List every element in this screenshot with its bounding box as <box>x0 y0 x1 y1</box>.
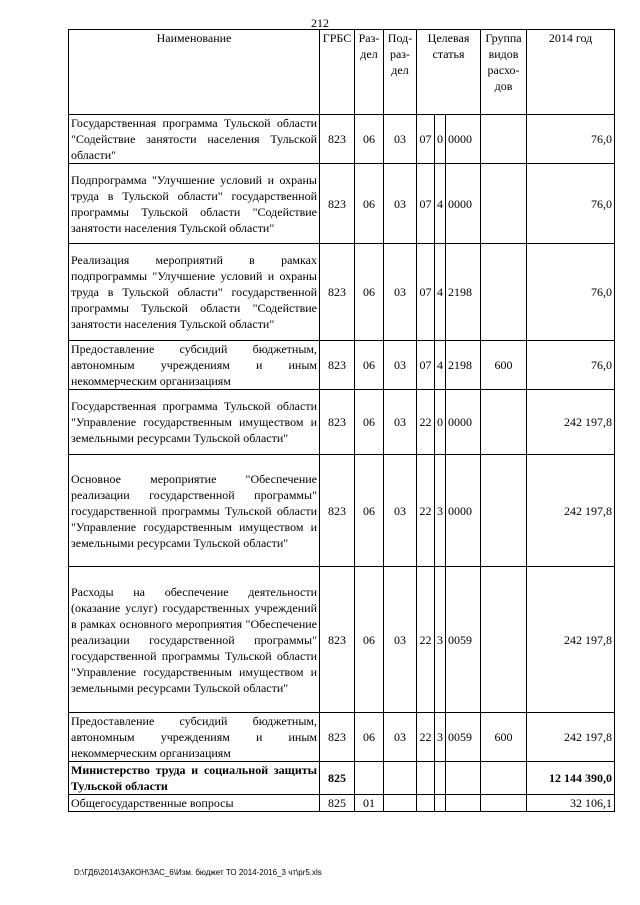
row-podrazdel: 03 <box>384 341 417 390</box>
row-podrazdel: 03 <box>384 567 417 713</box>
row-razdel: 06 <box>355 341 384 390</box>
footer-file-path: D:\ГД6\2014\ЗАКОН\ЗАС_6\Изм. бюджет ТО 2014-2016_3 чт\pr5.xls <box>74 868 322 877</box>
row-name: Общегосударственные вопросы <box>69 795 320 812</box>
row-amount: 242 197,8 <box>527 567 615 713</box>
row-razdel: 01 <box>355 795 384 812</box>
table-row <box>69 390 615 455</box>
row-expense-group <box>481 455 527 567</box>
header-row <box>69 30 615 115</box>
row-expense-group <box>481 115 527 164</box>
row-podrazdel: 03 <box>384 115 417 164</box>
row-expense-group <box>481 762 527 795</box>
row-target-subprogram: 0 <box>435 390 446 455</box>
table-row <box>69 455 615 567</box>
row-amount: 76,0 <box>527 244 615 341</box>
budget-table <box>68 29 615 812</box>
row-razdel: 06 <box>355 244 384 341</box>
row-target-subprogram: 3 <box>435 713 446 762</box>
page-number: 212 <box>311 16 329 30</box>
row-name: Предоставление субсидий бюджетным, автономным учреждениям и иным некоммерческим организациям <box>69 341 320 390</box>
row-target-program: 22 <box>417 455 435 567</box>
row-amount: 242 197,8 <box>527 713 615 762</box>
row-target-program: 07 <box>417 164 435 244</box>
row-razdel: 06 <box>355 455 384 567</box>
row-target-subprogram <box>435 795 446 812</box>
row-razdel <box>355 762 384 795</box>
row-target-subprogram: 3 <box>435 567 446 713</box>
row-target-subprogram <box>435 762 446 795</box>
row-target-program: 07 <box>417 115 435 164</box>
row-name: Подпрограмма "Улучшение условий и охраны труда в Тульской области" государственной программы Тульской области "Содействие занятости населения Тульской области" <box>69 164 320 244</box>
row-target-program <box>417 762 435 795</box>
table-row <box>69 762 615 795</box>
row-razdel: 06 <box>355 567 384 713</box>
row-amount: 32 106,1 <box>527 795 615 812</box>
row-expense-group <box>481 795 527 812</box>
row-podrazdel: 03 <box>384 455 417 567</box>
row-grbs: 823 <box>320 341 355 390</box>
header-podrazdel: Под- раз- дел <box>384 30 417 115</box>
row-podrazdel: 03 <box>384 244 417 341</box>
row-amount: 76,0 <box>527 164 615 244</box>
row-target-code: 2198 <box>446 341 481 390</box>
row-expense-group: 600 <box>481 713 527 762</box>
row-target-code: 0059 <box>446 567 481 713</box>
table-row <box>69 115 615 164</box>
row-name: Реализация мероприятий в рамках подпрограммы "Улучшение условий и охраны труда в Тульской области" государственной программы Тульской области "Содействие занятости населения Тульской области" <box>69 244 320 341</box>
row-name: Государственная программа Тульской области "Содействие занятости населения Тульской области" <box>69 115 320 164</box>
row-target-code: 0000 <box>446 455 481 567</box>
row-amount: 242 197,8 <box>527 390 615 455</box>
row-razdel: 06 <box>355 390 384 455</box>
row-grbs: 823 <box>320 390 355 455</box>
row-target-subprogram: 0 <box>435 115 446 164</box>
row-expense-group <box>481 164 527 244</box>
header-year-2014: 2014 год <box>527 30 615 115</box>
table-row <box>69 567 615 713</box>
row-podrazdel: 03 <box>384 164 417 244</box>
header-name: Наименование <box>69 30 320 115</box>
table-row <box>69 795 615 812</box>
row-grbs: 823 <box>320 115 355 164</box>
header-target-article: Целевая статья <box>417 30 481 115</box>
row-target-code <box>446 762 481 795</box>
row-razdel: 06 <box>355 713 384 762</box>
row-target-code <box>446 795 481 812</box>
row-target-code: 0000 <box>446 390 481 455</box>
row-amount: 76,0 <box>527 341 615 390</box>
row-grbs: 823 <box>320 164 355 244</box>
row-target-subprogram: 4 <box>435 164 446 244</box>
row-target-program <box>417 795 435 812</box>
table-row <box>69 713 615 762</box>
row-target-code: 0059 <box>446 713 481 762</box>
row-expense-group <box>481 390 527 455</box>
row-target-code: 0000 <box>446 115 481 164</box>
row-grbs: 823 <box>320 244 355 341</box>
row-target-code: 2198 <box>446 244 481 341</box>
row-name: Расходы на обеспечение деятельности (оказание услуг) государственных учреждений в рамках основного мероприятия "Обеспечение реализации государственной программы" государственной программы Тульской области "Управление государственным имуществом и земельными ресурсами Тульской области" <box>69 567 320 713</box>
table-row <box>69 164 615 244</box>
row-amount: 76,0 <box>527 115 615 164</box>
row-grbs: 823 <box>320 713 355 762</box>
header-grbs: ГРБС <box>320 30 355 115</box>
row-expense-group: 600 <box>481 341 527 390</box>
table-row <box>69 341 615 390</box>
header-razdel: Раз- дел <box>355 30 384 115</box>
row-target-program: 22 <box>417 390 435 455</box>
row-amount: 12 144 390,0 <box>527 762 615 795</box>
row-expense-group <box>481 567 527 713</box>
row-podrazdel <box>384 762 417 795</box>
table-body <box>69 115 615 812</box>
row-target-code: 0000 <box>446 164 481 244</box>
row-name: Предоставление субсидий бюджетным, автономным учреждениям и иным некоммерческим организациям <box>69 713 320 762</box>
row-expense-group <box>481 244 527 341</box>
header-expense-group: Группа видов расхо- дов <box>481 30 527 115</box>
row-razdel: 06 <box>355 115 384 164</box>
row-name: Государственная программа Тульской области "Управление государственным имуществом и земельными ресурсами Тульской области" <box>69 390 320 455</box>
row-amount: 242 197,8 <box>527 455 615 567</box>
row-target-program: 22 <box>417 713 435 762</box>
row-grbs: 825 <box>320 762 355 795</box>
row-target-program: 07 <box>417 244 435 341</box>
row-podrazdel: 03 <box>384 713 417 762</box>
row-target-subprogram: 3 <box>435 455 446 567</box>
row-name: Министерство труда и социальной защиты Тульской области <box>69 762 320 795</box>
row-grbs: 825 <box>320 795 355 812</box>
row-podrazdel <box>384 795 417 812</box>
row-grbs: 823 <box>320 567 355 713</box>
row-podrazdel: 03 <box>384 390 417 455</box>
row-target-subprogram: 4 <box>435 341 446 390</box>
row-grbs: 823 <box>320 455 355 567</box>
row-razdel: 06 <box>355 164 384 244</box>
row-target-program: 22 <box>417 567 435 713</box>
row-target-program: 07 <box>417 341 435 390</box>
row-name: Основное мероприятие "Обеспечение реализации государственной программы" государственной программы Тульской области "Управление государственным имуществом и земельными ресурсами Тульской области" <box>69 455 320 567</box>
row-target-subprogram: 4 <box>435 244 446 341</box>
table-row <box>69 244 615 341</box>
